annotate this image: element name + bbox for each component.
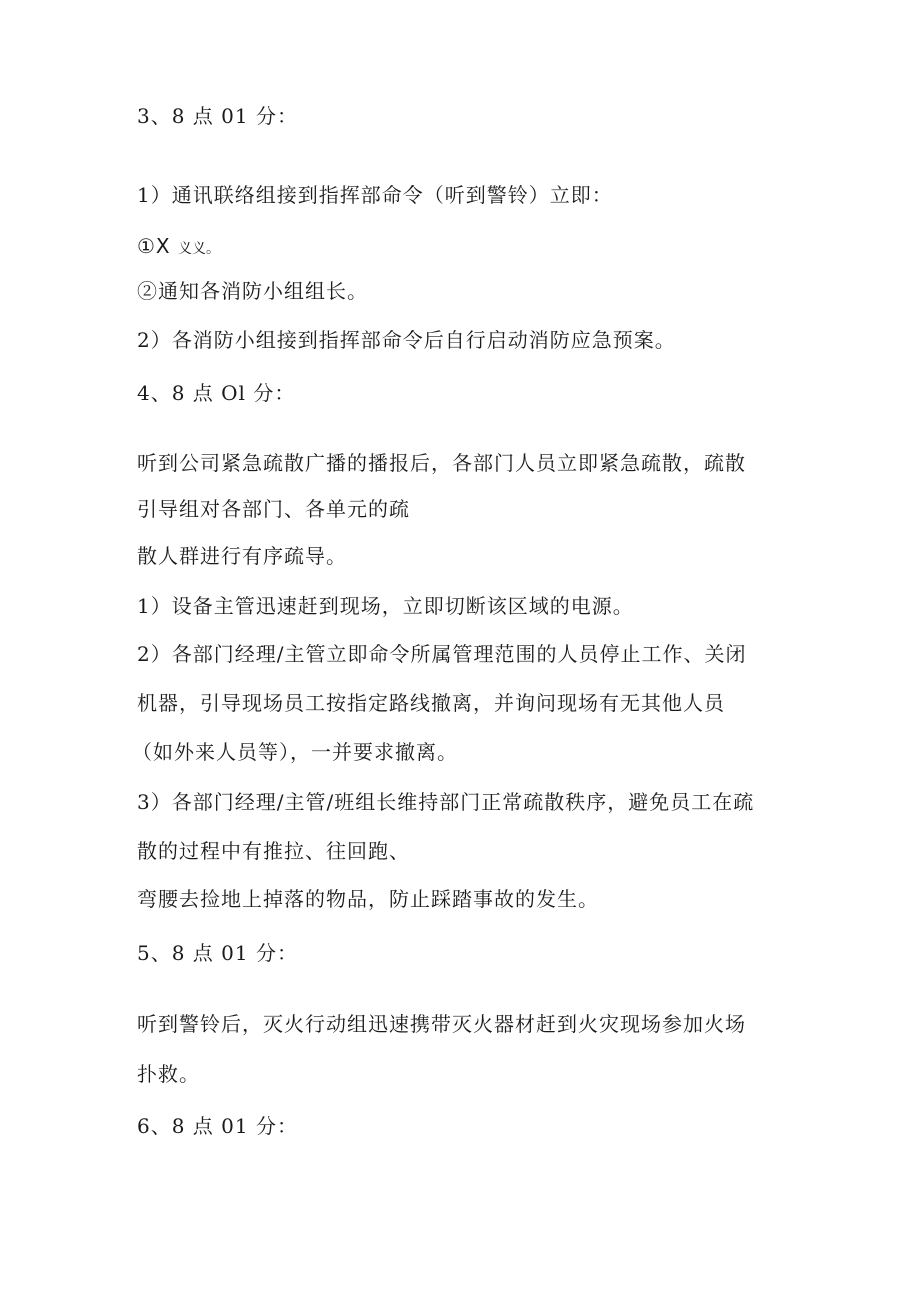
paragraph-line: 1）设备主管迅速赶到现场，立即切断该区域的电源。 <box>137 594 634 618</box>
paragraph-line: 散的过程中有推拉、往回跑、 <box>137 839 410 863</box>
paragraph-line: 听到公司紧急疏散广播的播报后，各部门人员立即紧急疏散，疏散 <box>137 451 746 475</box>
section-heading-3: 3、8 点 01 分： <box>137 104 298 128</box>
section-heading-5: 5、8 点 01 分： <box>137 941 298 965</box>
paragraph-line: 2）各消防小组接到指挥部命令后自行启动消防应急预案。 <box>137 328 676 352</box>
paragraph-line: （如外来人员等），一并要求撤离。 <box>132 740 458 764</box>
paragraph-line <box>137 233 220 262</box>
paragraph-line: 2）各部门经理/主管立即命令所属管理范围的人员停止工作、关闭 <box>137 642 747 666</box>
section-heading-6: 6、8 点 01 分： <box>137 1114 298 1138</box>
paragraph-line: 1）通讯联络组接到指挥部命令（听到警铃）立即： <box>137 183 613 207</box>
item-marker: ①X <box>137 234 171 258</box>
paragraph-line: ②通知各消防小组组长。 <box>137 279 368 303</box>
paragraph-line: 听到警铃后，灭火行动组迅速携带灭火器材赶到火灾现场参加火场 <box>137 1012 746 1036</box>
paragraph-line: 散人群进行有序疏导。 <box>137 544 347 568</box>
section-heading-4: 4、8 点 Ol 分： <box>137 381 296 405</box>
item-text: 义义。 <box>178 241 220 257</box>
paragraph-line: 机器，引导现场员工按指定路线撤离，并询问现场有无其他人员 <box>137 691 725 715</box>
paragraph-line: 弯腰去捡地上掉落的物品，防止踩踏事故的发生。 <box>137 887 599 911</box>
paragraph-line: 扑救。 <box>137 1062 200 1086</box>
paragraph-line: 引导组对各部门、各单元的疏 <box>137 497 410 521</box>
paragraph-line: 3）各部门经理/主管/班组长维持部门正常疏散秩序，避免员工在疏 <box>137 790 755 814</box>
